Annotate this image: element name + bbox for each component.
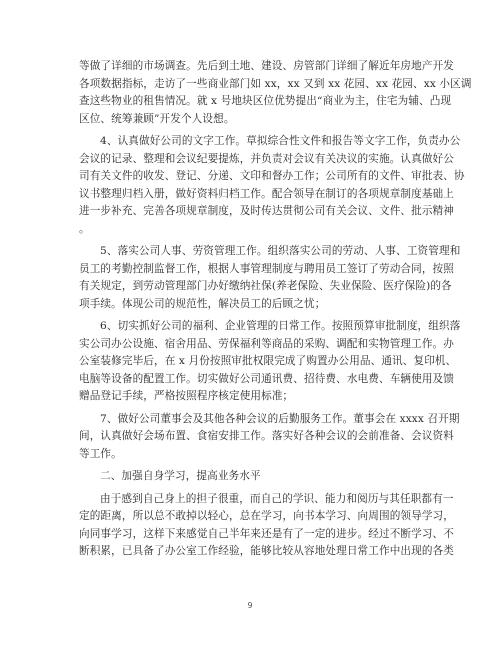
text-line: 实公司办公设施、宿舍用品、劳保福利等商品的采购、调配和实物管理工作。办 — [79, 337, 454, 350]
text-line: 4、认真做好公司的文字工作。草拟综合性文件和报告等文字工作，负责办公 — [100, 135, 461, 147]
text-line: 间，认真做好会场布置、食宿安排工作。落实好各种会议的会前准备、会议资料 — [79, 430, 454, 442]
text-line: 电脑等设备的配置工作。切实做好公司通讯费、招待费、水电费、车辆使用及馈 — [79, 372, 454, 385]
paragraph — [79, 468, 423, 486]
text-line: 各项数据指标，走访了一些商业部门如 xx，xx 又到 xx 花园、xx 花园、xx 小区调 — [79, 77, 472, 90]
paragraph — [79, 491, 454, 561]
paragraph — [79, 243, 461, 313]
text-line: 向同事学习，这样下来感觉自己半年来还是有了一定的进步。经过不断学习、不 — [79, 527, 454, 540]
text-line: 员工的考勤控制监督工作，根据人事管理制度与聘用员工签订了劳动合同，按照 — [79, 262, 454, 275]
text-line: 司有关文件的收发、登记、分递、文印和督办工作；公司所有的文件、审批表、协 — [79, 170, 465, 182]
page-number: 9 — [247, 601, 253, 610]
text-line: 议书整理归档入册，做好资料归档工作。配合领导在制订的各项规章制度基础上 — [79, 187, 454, 200]
text-line: 7、做好公司董事会及其他各种会议的后勤服务工作。董事会在 xxxx 召开期 — [100, 412, 460, 425]
text-line: 等做了详细的市场调查。先后到土地、建设、房管部门详细了解近年房地产开发 — [79, 60, 454, 72]
text-line: 等工作。 — [79, 447, 122, 460]
text-line: 查这些物业的租售情况。就 x 号地块区位优势提出“商业为主，住宅为辅、凸现 — [79, 95, 452, 107]
text-line: 进一步补充、完善各项规章制度，及时传达贯彻公司有关会议、文件、批示精神 — [79, 205, 454, 217]
text-line: 二、加强自身学习，提高业务水平 — [100, 470, 261, 482]
paragraph — [79, 411, 460, 464]
text-line: 有关规定，到劳动管理部门办好缴纳社保(养老保险、失业保险、医疗保险)的各 — [79, 280, 452, 292]
text-line: 6、切实抓好公司的福利、企业管理的日常工作。按照预算审批制度，组织落 — [100, 320, 461, 332]
text-line: 公室装修完毕后，在 x 月份按照审批权限完成了购置办公用品、通讯、复印机、 — [79, 355, 457, 367]
text-line: 会议的记录、整理和会议纪要提炼，并负责对会议有关决议的实施。认真做好公 — [79, 152, 454, 165]
text-line: 赠品登记手续，严格按照程序核定使用标准； — [79, 390, 294, 402]
text-line: 5、落实公司人事、劳资管理工作。组织落实公司的劳动、人事、工资管理和 — [100, 245, 461, 257]
text-line: 定的距离，所以总不敢掉以轻心，总在学习，向书本学习、向周围的领导学习， — [79, 510, 454, 522]
text-line: 区位、统筹兼顾”开发个人设想。 — [79, 112, 235, 125]
text-line: 由于感到自己身上的担子很重，而自己的学识、能力和阅历与其任职都有一 — [100, 492, 454, 505]
paragraph — [79, 318, 461, 406]
paragraph — [79, 58, 472, 128]
text-line: 项手续。体现公司的规范性，解决员工的后顾之忧； — [79, 297, 326, 310]
paragraph — [79, 133, 465, 238]
text-line: 断积累，已具备了办公室工作经验，能够比较从容地处理日常工作中出现的各类 — [79, 545, 454, 557]
text-line: 。 — [79, 222, 90, 235]
document-body — [79, 58, 472, 561]
